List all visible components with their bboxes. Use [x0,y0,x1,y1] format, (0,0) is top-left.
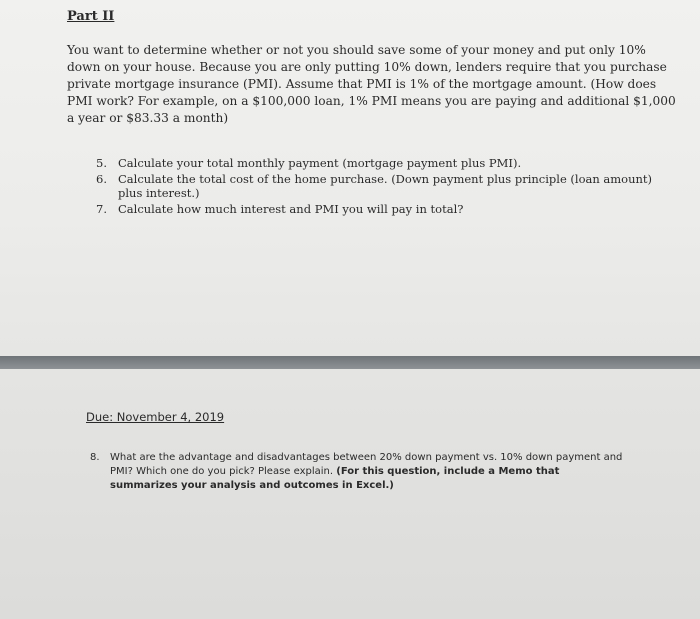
lower-page [0,369,700,619]
question-text: Calculate how much interest and PMI you will pay in total? [118,201,464,216]
question-note: (For this question, include a Memo that summarizes your analysis and outcomes in Excel.) [110,466,560,491]
question-number: 7. [96,201,107,216]
question-5 [96,156,666,171]
question-number: 6. [96,171,107,186]
page-divider [0,356,700,369]
question-7 [96,202,666,217]
question-number: 5. [96,156,107,170]
intro-paragraph: You want to determine whether or not you should save some of your money and put only 10% down on your house. Because you are only putting 10% down, lenders require that you purchase private mortgage insurance (PMI). Assume that PMI is 1% of the mortgage amount. (How does PMI work? For example, on a $100,000 loan, 1% PMI means you are paying and additional $1,000 a year or $83.33 a month) [67,43,676,125]
due-date: Due: November 4, 2019 [86,410,225,424]
question-text: What are the advantage and disadvantages between 20% down payment vs. 10% down payment and PMI? Which one do you pick? Please explain. [110,452,623,477]
question-8 [90,451,630,493]
question-text: Calculate your total monthly payment (mortgage payment plus PMI). [118,156,522,170]
question-list [96,156,666,217]
question-6 [96,172,666,201]
part-title: Part II [67,9,115,24]
question-text: Calculate the total cost of the home purchase. (Down payment plus principle (loan amount) plus interest.) [118,171,653,200]
question-number: 8. [90,452,100,463]
